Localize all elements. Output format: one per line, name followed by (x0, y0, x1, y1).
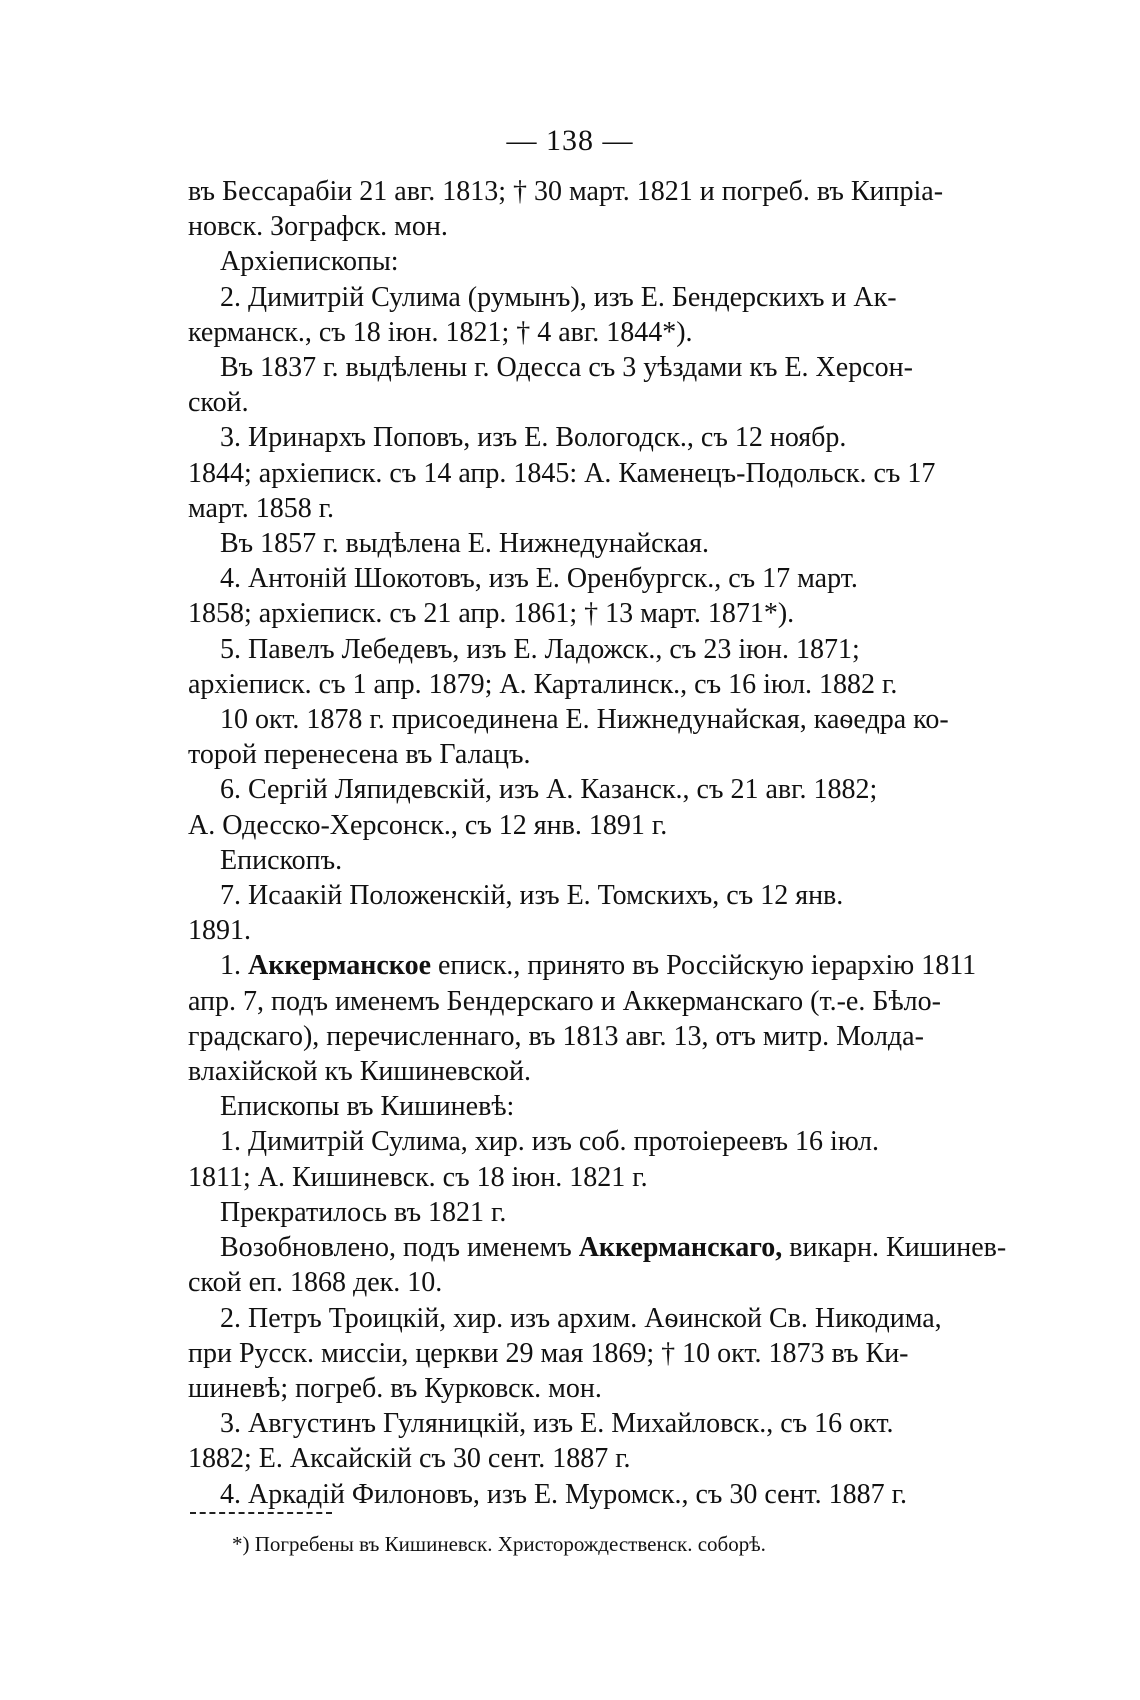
text-line: керманск., съ 18 іюн. 1821; † 4 авг. 1844*). (188, 316, 693, 348)
text-line: апр. 7, подъ именемъ Бендерскаго и Аккерманскаго (т.-е. Бѣло- (188, 985, 941, 1017)
text-line: влахійской къ Кишиневской. (188, 1056, 531, 1088)
text-line: 2. Петръ Троицкій, хир. изъ архим. Аѳинской Св. Никодима, (220, 1302, 942, 1334)
text-line: 1. Димитрій Сулима, хир. изъ соб. протоіереевъ 16 іюл. (220, 1126, 880, 1158)
text-line: шиневѣ; погреб. въ Курковск. мон. (188, 1372, 602, 1404)
text-line: при Русск. миссіи, церкви 29 мая 1869; † 10 окт. 1873 въ Ки- (188, 1337, 909, 1369)
text-line: ской еп. 1868 дек. 10. (188, 1267, 443, 1299)
text-line: торой перенесена въ Галацъ. (188, 739, 531, 771)
text-line: 6. Сергій Ляпидевскій, изъ А. Казанск., съ 21 авг. 1882; (220, 774, 878, 806)
text-line: 2. Димитрій Сулима (румынъ), изъ Е. Бендерскихъ и Ак- (220, 281, 897, 313)
page-number: — 138 — (506, 124, 634, 157)
footnote: *) Погребены въ Кишиневск. Христорождественск. соборѣ. (232, 1532, 766, 1556)
text-line: 1858; архіеписк. съ 21 апр. 1861; † 13 март. 1871*). (188, 598, 795, 630)
text-line: Въ 1857 г. выдѣлена Е. Нижнедунайская. (220, 528, 710, 560)
text-line: 4. Антоній Шокотовъ, изъ Е. Оренбургск., съ 17 март. (220, 563, 858, 595)
text-line: Епископы въ Кишиневѣ: (220, 1091, 515, 1123)
text-line: 10 окт. 1878 г. присоединена Е. Нижнедунайская, каѳедра ко- (220, 704, 949, 736)
text-line: 1891. (188, 915, 251, 947)
main-text (188, 174, 1020, 1512)
text-line: 7. Исаакій Положенскій, изъ Е. Томскихъ, съ 12 янв. (220, 880, 844, 912)
text-line: март. 1858 г. (188, 492, 335, 524)
text-line: 1844; архіеписк. съ 14 апр. 1845: А. Каменецъ-Подольск. съ 17 (188, 457, 936, 489)
text-line: 3. Августинъ Гуляницкій, изъ Е. Михайловск., съ 16 окт. (220, 1408, 894, 1440)
text-line: Возобновлено, подъ именемъ Аккерманскаго, викарн. Кишинев- (220, 1232, 1007, 1264)
text-line: 4. Аркадій Филоновъ, изъ Е. Муромск., съ 30 сент. 1887 г. (220, 1478, 908, 1510)
text-line: 1. Аккерманское еписк., принято въ Россійскую іерархію 1811 (220, 950, 977, 982)
bold-name: Аккерманскаго, (578, 1232, 783, 1264)
text-line: градскаго), перечисленнаго, въ 1813 авг. 13, отъ митр. Молда- (188, 1020, 924, 1052)
text-line: Въ 1837 г. выдѣлены г. Одесса съ 3 уѣздами къ Е. Херсон- (220, 352, 913, 384)
footnote-separator (190, 1512, 332, 1514)
text-line: 1811; А. Кишиневск. съ 18 іюн. 1821 г. (188, 1161, 648, 1193)
text-line: Архіепископы: (220, 246, 399, 278)
text-line: ской. (188, 387, 249, 419)
text-line: 5. Павелъ Лебедевъ, изъ Е. Ладожск., съ 23 іюн. 1871; (220, 633, 860, 665)
text-line: 3. Иринархъ Поповъ, изъ Е. Вологодск., съ 12 ноябр. (220, 422, 847, 454)
text-line: Прекратилось въ 1821 г. (220, 1196, 507, 1228)
text-line: 1882; Е. Аксайскій съ 30 сент. 1887 г. (188, 1443, 631, 1475)
text-line: А. Одесско-Херсонск., съ 12 янв. 1891 г. (188, 809, 668, 841)
text-line: новск. Зографск. мон. (188, 211, 448, 243)
text-line: въ Бессарабіи 21 авг. 1813; † 30 март. 1821 и погреб. въ Кипріа- (188, 176, 944, 207)
text-line: архіеписк. съ 1 апр. 1879; А. Карталинск., съ 16 іюл. 1882 г. (188, 668, 898, 700)
bold-name: Аккерманское (248, 950, 431, 982)
text-line: Епископъ. (220, 844, 343, 876)
